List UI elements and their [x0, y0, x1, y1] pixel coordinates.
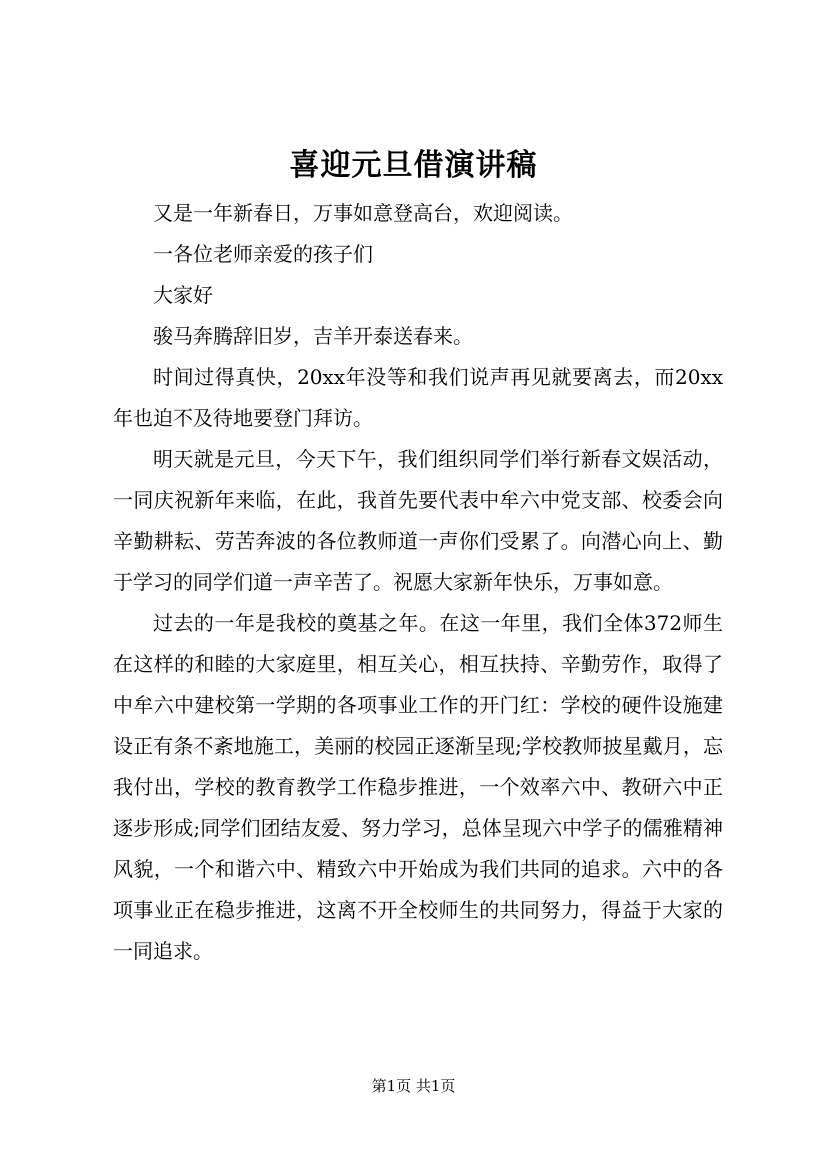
- paragraph: 大家好: [153, 283, 213, 307]
- page-footer: 第1页 共1页: [371, 1077, 456, 1095]
- paragraph: 又是一年新春日，万事如意登高台，欢迎阅读。: [153, 201, 573, 225]
- paragraph: 明天就是元旦，今天下午，我们组织同学们举行新春文娱活动，一同庆祝新年来临，在此，我首先要代表中牟六中党支部、校委会向辛勤耕耘、劳苦奔波的各位教师道一声你们受累了。向潜心向上、勤于学习的同学们道一声辛苦了。祝愿大家新年快乐，万事如意。: [113, 447, 723, 594]
- paragraph: 一各位老师亲爱的孩子们: [153, 242, 373, 266]
- paragraph: 时间过得真快，20xx年没等和我们说声再见就要离去，而20xx年也迫不及待地要登门拜访。: [113, 365, 723, 430]
- paragraph: 骏马奔腾辞旧岁，吉羊开泰送春来。: [153, 324, 473, 348]
- document-body: [113, 193, 723, 972]
- paragraph: 过去的一年是我校的奠基之年。在这一年里，我们全体372师生在这样的和睦的大家庭里，相互关心，相互扶持、辛勤劳作，取得了中牟六中建校第一学期的各项事业工作的开门红：学校的硬件设施建设正有条不紊地施工，美丽的校园正逐渐呈现;学校教师披星戴月，忘我付出，学校的教育教学工作稳步推进，一个效率六中、教研六中正逐步形成;同学们团结友爱、努力学习，总体呈现六中学子的儒雅精神风貌，一个和谐六中、精致六中开始成为我们共同的追求。六中的各项事业正在稳步推进，这离不开全校师生的共同努力，得益于大家的一同追求。: [113, 611, 723, 963]
- document-title: 喜迎元旦借演讲稿: [289, 148, 538, 183]
